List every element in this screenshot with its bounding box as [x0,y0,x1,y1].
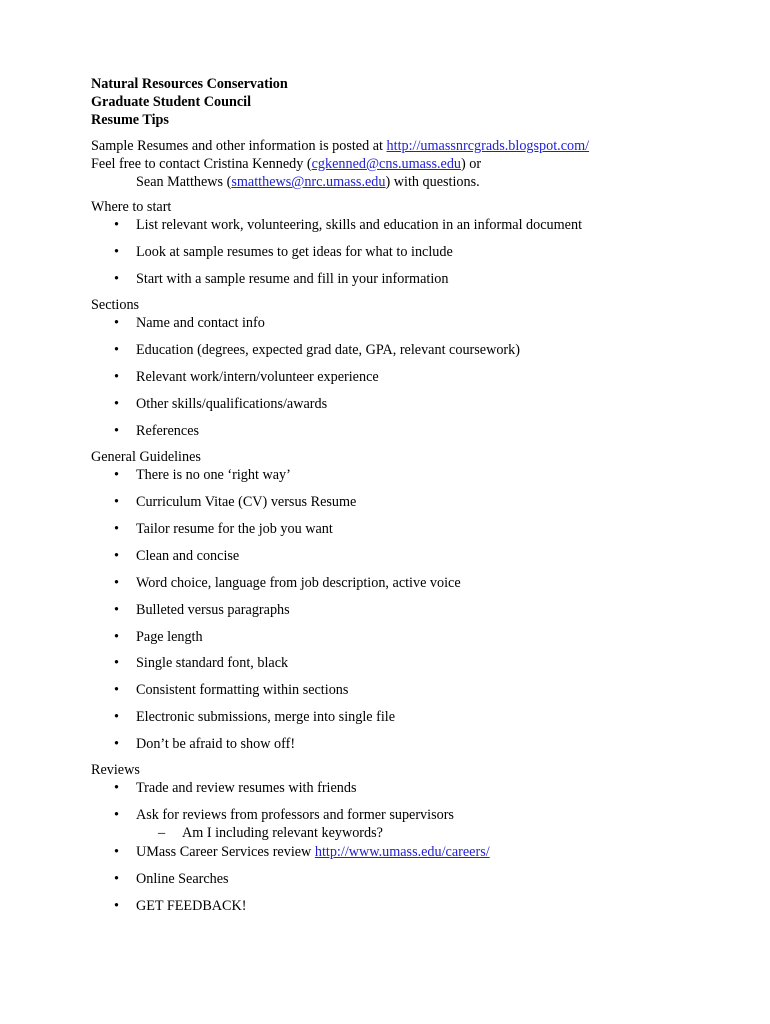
careers-link[interactable]: http://www.umass.edu/careers/ [314,844,490,860]
contact-text-1: Feel free to contact Cristina Kennedy ( [91,156,312,172]
bullet: • [114,807,119,823]
contact-line-1 [91,155,481,173]
bullet: • [114,271,119,287]
bullet: • [114,396,119,412]
contact-line-2 [136,173,480,191]
bullet: • [114,736,119,752]
sections-heading: Sections [91,297,140,313]
bullet: • [114,844,119,860]
posted-text: Sample Resumes and other information is posted at [91,138,387,154]
bullet: • [114,369,119,385]
bullet: • [114,494,119,510]
contact-text-3: Sean Matthews ( [136,174,232,190]
bullet: • [114,217,119,233]
document-page: Natural Resources Conservation Graduate Student Council Resume Tips Sample Resumes and other information is posted at http://umassnrcgrads.blogspot.com/ Feel free to contact Cristina Kennedy (cgkenned@cns.umass.edu) or Sean Matthews (smatthews@nrc.umass.edu) with questions. Where to start • List relevant work, volunteering, skills and education in an informal document • Look at sample resumes to get ideas for what to include • Start with a sample resume and fill in your information Sections • Name and contact info • Education (degrees, expected grad date, GPA, relevant coursework) • Relevant work/intern/volunteer experience • Other skills/qualifications/awards • References General Guidelines • There is no one ‘right way’ • Curriculum Vitae (CV) versus Resume • Tailor resume for the job you want • Clean and concise • Word choice, language from job description, active voice • Bulleted versus paragraphs • Page length • Single standard font, black • Consistent formatting within sections • Electronic submissions, merge into single file • Don’t be afraid to show off! Reviews • Trade and review resumes with friends • Ask for reviews from professors and former supervisors – Am I including relevant keywords? • UMass Career Services review http://www.umass.edu/careers/ • Online Searches • GET FEEDBACK! [91,76,590,914]
where-heading: Where to start [91,199,172,215]
contact-text-4: ) with questions. [385,174,480,190]
bullet: • [114,467,119,483]
bullet: • [114,575,119,591]
bullet: • [114,423,119,439]
title-line-3: Resume Tips [91,112,169,128]
bullet: • [114,871,119,887]
posted-info-line [91,137,589,155]
guidelines-heading: General Guidelines [91,449,201,465]
bullet: • [114,629,119,645]
bullet: • [114,709,119,725]
bullet: • [114,521,119,537]
bullet: • [114,898,119,914]
dash: – [158,825,166,841]
bullet: • [114,602,119,618]
bullet: • [114,780,119,796]
bullet: • [114,315,119,331]
bullet: • [114,682,119,698]
contact-text-2: ) or [461,156,482,172]
career-services-text: UMass Career Services review [136,844,315,860]
bullet: • [114,342,119,358]
email-link-matthews[interactable]: smatthews@nrc.umass.edu [231,174,386,190]
reviews-heading: Reviews [91,762,140,778]
title-line-2: Graduate Student Council [91,94,252,110]
bullet: • [114,548,119,564]
email-link-kennedy[interactable]: cgkenned@cns.umass.edu [311,156,462,172]
bullet: • [114,244,119,260]
title-line-1: Natural Resources Conservation [91,76,288,92]
blog-link[interactable]: http://umassnrcgrads.blogspot.com/ [386,138,590,154]
bullet: • [114,655,119,671]
